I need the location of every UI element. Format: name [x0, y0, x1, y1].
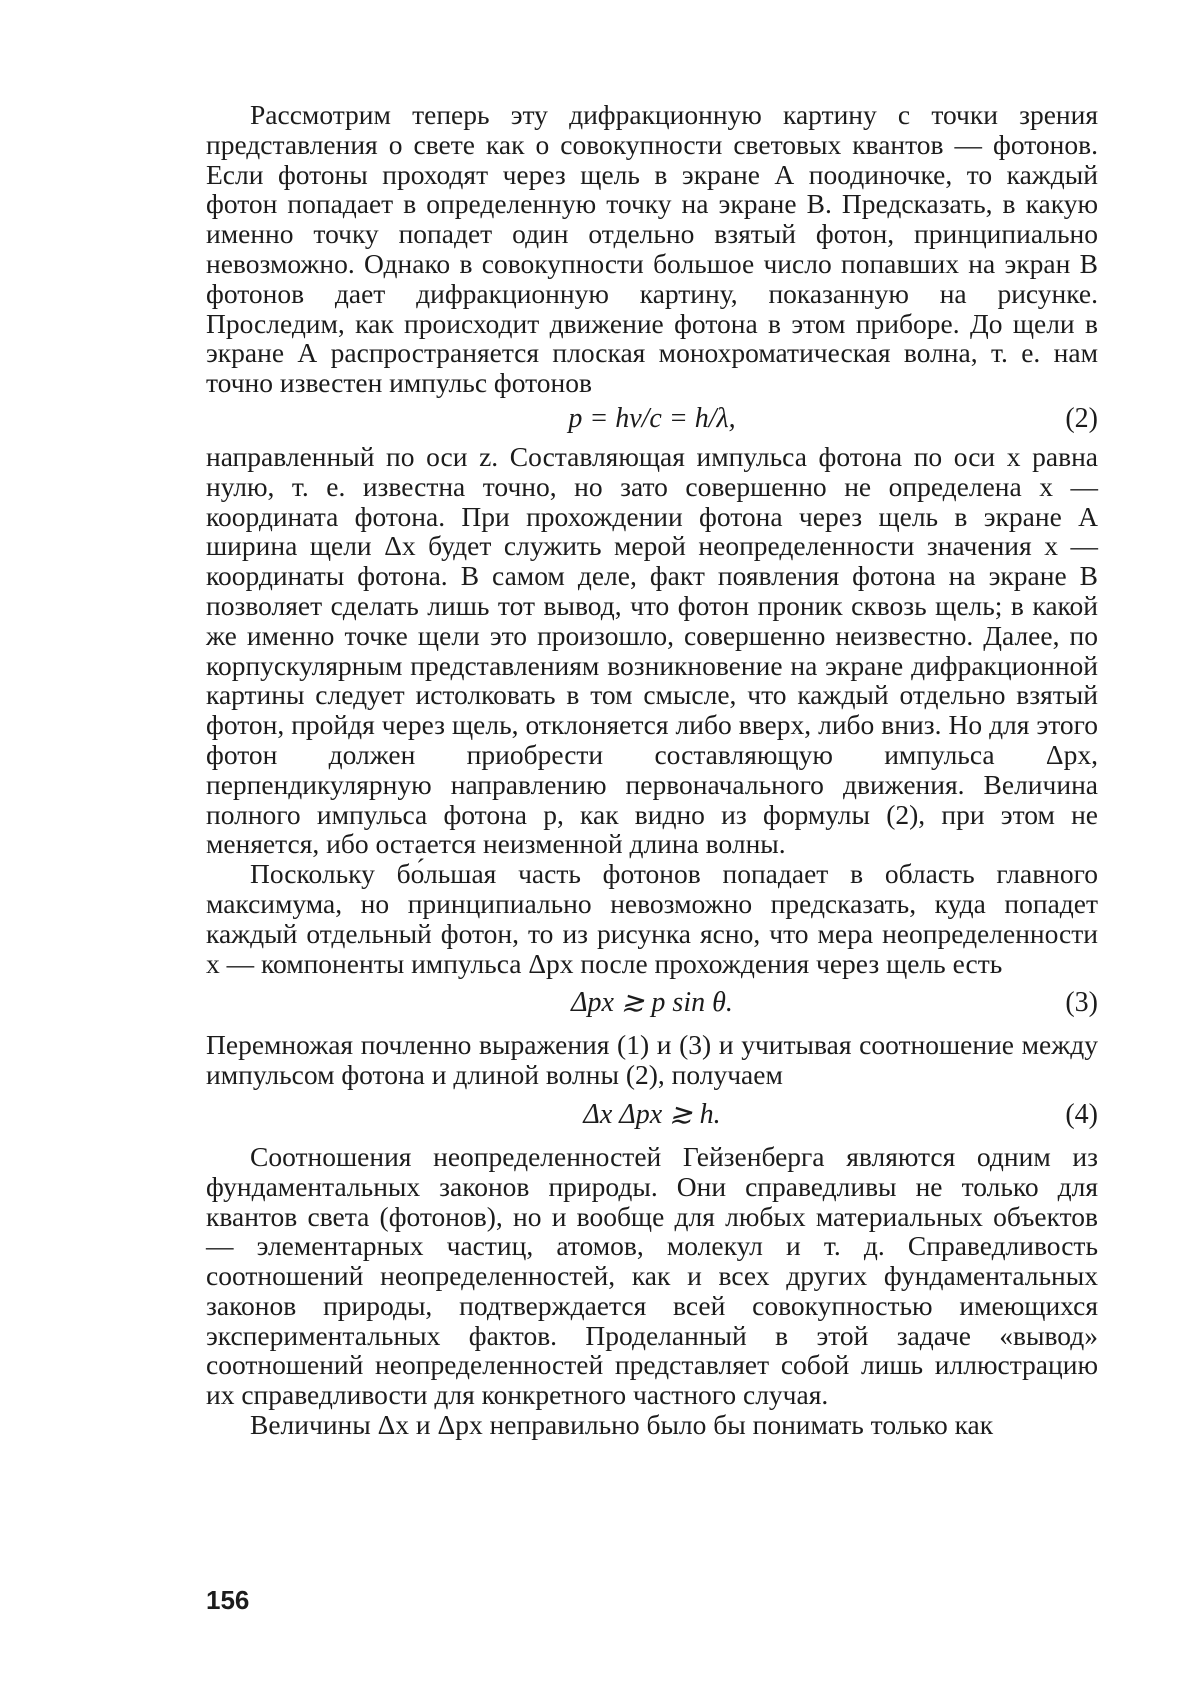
paragraph-6: Величины Δx и Δpx неправильно было бы понимать только как — [250, 1409, 994, 1441]
formula-3 — [206, 978, 1098, 1030]
page-number: 156 — [206, 1585, 250, 1615]
text-block-top — [206, 100, 1098, 1440]
formula-3-number: (3) — [1065, 987, 1098, 1019]
formula-2-number: (2) — [1065, 402, 1098, 434]
paragraph-4: Перемножая почленно выражения (1) и (3) и учитывая соотношение между импульсом фотона и длиной волны (2), получаем — [206, 1029, 1098, 1091]
paragraph-3: Поскольку бо́льшая часть фотонов попадает в область главного максимума, но принципиально невозможно предсказать, куда попадет каждый отдельный фотон, то из рисунка ясно, что мера неопределенности x — компоненты импульса Δpx после прохождения через щель есть — [206, 858, 1098, 979]
formula-4-number: (4) — [1065, 1098, 1098, 1130]
formula-3-expression: Δpx ≳ p sin θ. — [571, 987, 733, 1019]
formula-4-expression: Δx Δpx ≳ h. — [583, 1098, 721, 1130]
formula-4 — [206, 1090, 1098, 1142]
paragraph-1: Рассмотрим теперь эту дифракционную картину с точки зрения представления о свете как о совокупности световых квантов — фотонов. Если фотоны проходят через щель в экране А поодиночке, то каждый фотон попадает в определенную точку на экране В. Предсказать, в какую именно точку попадет один отдельно взятый фотон, принципиально невозможно. Однако в совокупности большое число попавших на экран В фотонов дает дифракционную картину, показанную на рисунке. Проследим, как происходит движение фотона в этом приборе. До щели в экране А распространяется плоская монохроматическая волна, т. е. нам точно известен импульс фотонов — [206, 99, 1098, 399]
paragraph-2: направленный по оси z. Составляющая импульса фотона по оси x равна нулю, т. е. известна точно, но зато совершенно не определена x — координата фотона. При прохождении фотона через щель в экране А ширина щели Δx будет служить мерой неопределенности значения x — координаты фотона. В самом деле, факт появления фотона на экране В позволяет сделать лишь тот вывод, что фотон проник сквозь щель; в какой же именно точке щели это произошло, совершенно неизвестно. Далее, по корпускулярным представлениям возникновение на экране дифракционной картины следует истолковать в том смысле, что каждый отдельно взятый фотон, пройдя через щель, отклоняется либо вверх, либо вниз. Но для этого фотон должен приобрести составляющую импульса Δpx, перпендикулярную направлению первоначального движения. Величина полного импульса фотона p, как видно из формулы (2), при этом не меняется, ибо остается неизменной длина волны. — [206, 440, 1098, 860]
formula-2 — [206, 398, 1098, 442]
paragraph-5: Соотношения неопределенностей Гейзенберга являются одним из фундаментальных законов природы. Они справедливы не только для квантов света (фотонов), но и вообще для любых материальных объектов — элементарных частиц, атомов, молекул и т. д. Справедливость соотношений неопределенностей, как и всех других фундаментальных законов природы, подтверждается всей совокупностью имеющихся экспериментальных фактов. Проделанный в этой задаче «вывод» соотношений неопределенностей представляет собой лишь иллюстрацию их справедливости для конкретного частного случая. — [206, 1140, 1098, 1411]
formula-2-expression: p = hν/c = h/λ, — [568, 402, 736, 434]
